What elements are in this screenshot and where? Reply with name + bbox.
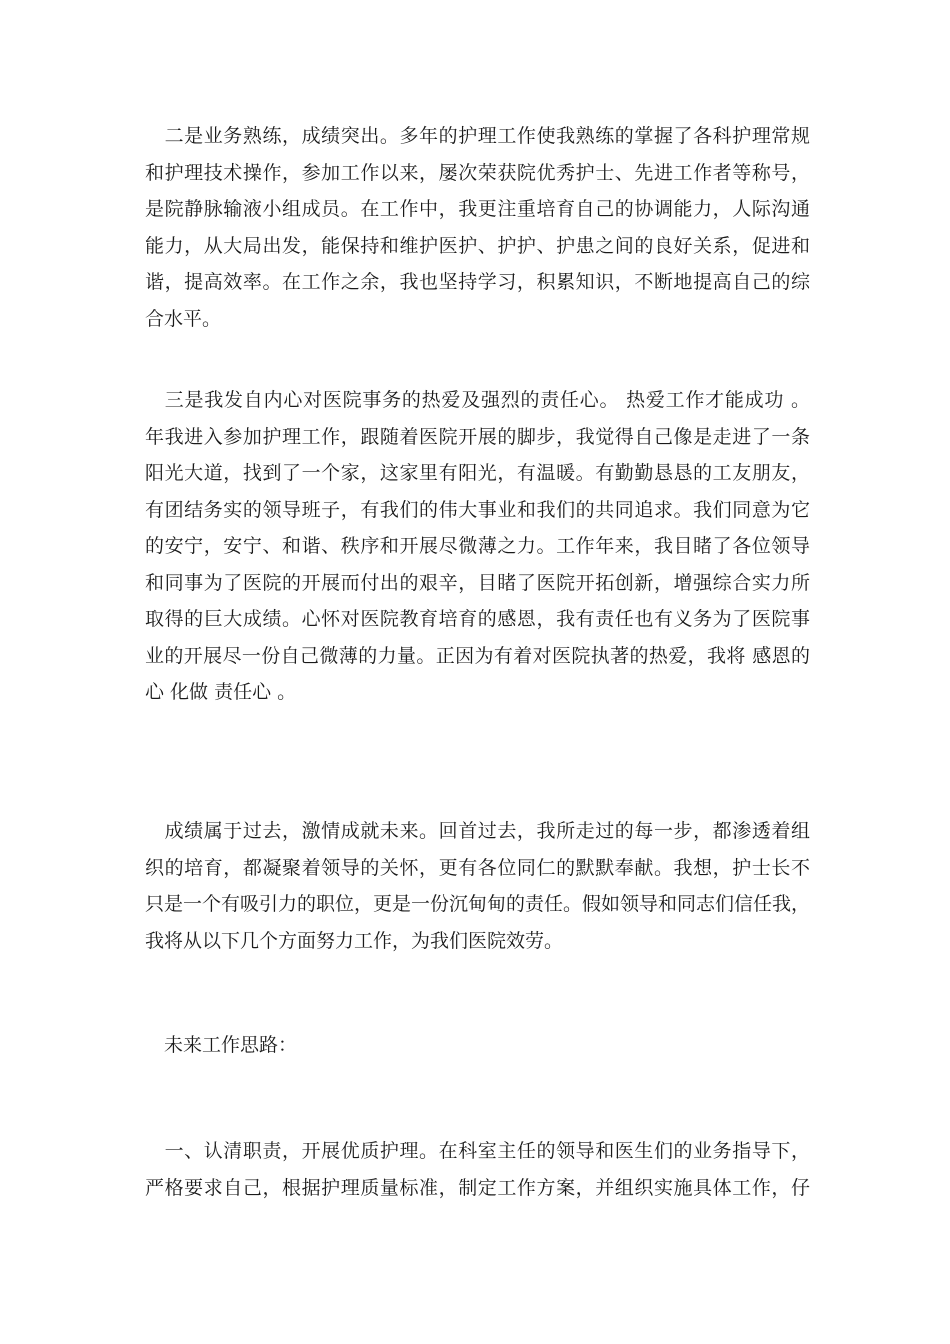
text-line: 有团结务实的领导班子，有我们的伟大事业和我们的共同追求。我们同意为它 (145, 498, 810, 521)
section-heading-future-work (145, 1027, 810, 1064)
text-line: 只是一个有吸引力的职位，更是一份沉甸甸的责任。假如领导和同志们信任我， (145, 893, 811, 915)
paragraph-business-proficiency (145, 118, 810, 337)
text-line: 阳光大道，找到了一个家，这家里有阳光，有温暖。有勤勤恳恳的工友朋友， (145, 462, 810, 484)
text-line: 严格要求自己，根据护理质量标准，制定工作方案，并组织实施具体工作，仔 (145, 1176, 810, 1199)
text-line: 织的培育，都凝聚着领导的关怀，更有各位同仁的默默奉献。我想，护士长不 (145, 856, 810, 879)
text-line: 我将从以下几个方面努力工作，为我们医院效劳。 (145, 929, 564, 952)
text-line: 心 化做 责任心 。 (145, 681, 297, 703)
text-line: 和同事为了医院的开展而付出的艰辛，目睹了医院开拓创新，增强综合实力所 (145, 571, 810, 594)
text-line: 和护理技术操作，参加工作以来，屡次荣获院优秀护士、先进工作者等称号， (145, 161, 810, 184)
paragraph-item-one (145, 1133, 810, 1206)
text-line: 未来工作思路： (145, 1034, 298, 1056)
text-line: 谐，提高效率。在工作之余，我也坚持学习，积累知识，不断地提高自己的综 (145, 271, 810, 293)
paragraph-past-and-future (145, 813, 810, 959)
text-line: 能力，从大局出发，能保持和维护医护、护护、护患之间的良好关系，促进和 (145, 234, 810, 257)
text-line: 取得的巨大成绩。心怀对医院教育培育的感恩，我有责任也有义务为了医院事 (145, 608, 810, 630)
text-line: 的安宁，安宁、和谐、秩序和开展尽微薄之力。工作年来，我目睹了各位领导 (145, 535, 810, 557)
text-line: 是院静脉输液小组成员。在工作中，我更注重培育自己的协调能力，人际沟通 (145, 198, 810, 220)
text-line: 业的开展尽一份自己微薄的力量。正因为有着对医院执著的热爱，我将 感恩的 (145, 644, 810, 667)
text-line: 三是我发自内心对医院事务的热爱及强烈的责任心。 热爱工作才能成功 。 (145, 389, 810, 411)
text-line: 成绩属于过去，激情成就未来。回首过去，我所走过的每一步，都渗透着组 (145, 820, 810, 842)
text-line: 一、认清职责，开展优质护理。在科室主任的领导和医生们的业务指导下， (145, 1140, 810, 1162)
text-line: 合水平。 (145, 307, 222, 330)
text-line: 年我进入参加护理工作，跟随着医院开展的脚步，我觉得自己像是走进了一条 (145, 425, 810, 448)
text-line: 二是业务熟练，成绩突出。多年的护理工作使我熟练的掌握了各科护理常规 (145, 125, 810, 147)
paragraph-love-and-responsibility (145, 382, 810, 711)
